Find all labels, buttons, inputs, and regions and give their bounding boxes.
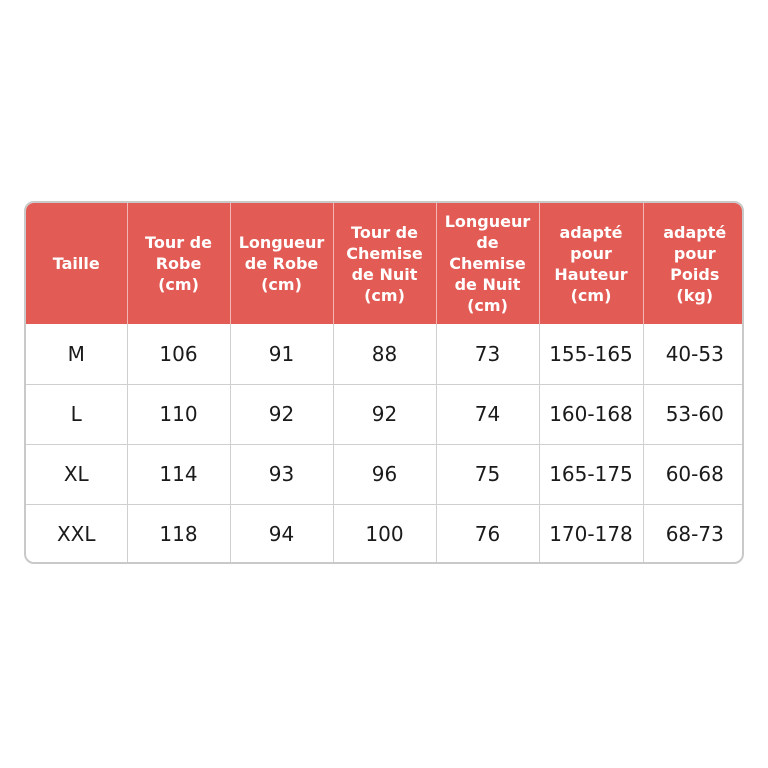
cell-size: M: [26, 324, 127, 384]
cell-suitable-height: 170-178: [539, 504, 643, 564]
cell-suitable-weight: 40-53: [665, 341, 724, 366]
table-header: [26, 203, 744, 324]
table-row: [26, 444, 744, 504]
header-dress-circumference: Tour de Robe (cm): [127, 203, 230, 324]
cell-dress-circumference: 118: [127, 504, 230, 564]
header-suitable-height: adapté pour Hauteur (cm): [539, 203, 643, 324]
cell-dress-circumference: 114: [127, 444, 230, 504]
cell-nightgown-circumference: 92: [333, 384, 436, 444]
cell-suitable-height: 160-168: [539, 384, 643, 444]
cell-nightgown-circumference: 88: [333, 324, 436, 384]
table-body: [26, 324, 744, 564]
cell-suitable-height: 165-175: [539, 444, 643, 504]
cell-nightgown-length: 75: [436, 444, 539, 504]
cell-dress-length: 92: [230, 384, 333, 444]
cell-dress-circumference: 106: [127, 324, 230, 384]
cell-suitable-weight: 68-73: [643, 504, 744, 564]
table-row: [26, 504, 744, 564]
header-dress-length: Longueur de Robe (cm): [230, 203, 333, 324]
header-nightgown-length: Longueur de Chemise de Nuit (cm): [436, 203, 539, 324]
cell-dress-circumference: 110: [127, 384, 230, 444]
cell-suitable-weight: 60-68: [643, 444, 744, 504]
header-size: Taille: [26, 203, 127, 324]
cell-size: L: [26, 384, 127, 444]
cell-dress-length: 91: [230, 324, 333, 384]
cell-suitable-weight: 53-60: [643, 384, 744, 444]
cell-nightgown-length: 74: [436, 384, 539, 444]
cell-size: XL: [26, 444, 127, 504]
header-nightgown-circumference: Tour de Chemise de Nuit (cm): [333, 203, 436, 324]
cell-suitable-height: 155-165: [539, 324, 643, 384]
header-row: [26, 203, 744, 324]
cell-dress-length: 93: [230, 444, 333, 504]
cell-size: XXL: [26, 504, 127, 564]
cell-nightgown-circumference: 100: [333, 504, 436, 564]
cell-nightgown-length: 76: [436, 504, 539, 564]
cell-nightgown-length: 73: [436, 324, 539, 384]
size-chart-table: [26, 203, 744, 564]
cell-dress-length: 94: [230, 504, 333, 564]
table-row: [26, 384, 744, 444]
header-suitable-weight: adapté pour Poids (kg): [643, 203, 744, 324]
size-chart-table-container: [24, 201, 744, 564]
table-row: [26, 324, 744, 384]
cell-nightgown-circumference: 96: [333, 444, 436, 504]
